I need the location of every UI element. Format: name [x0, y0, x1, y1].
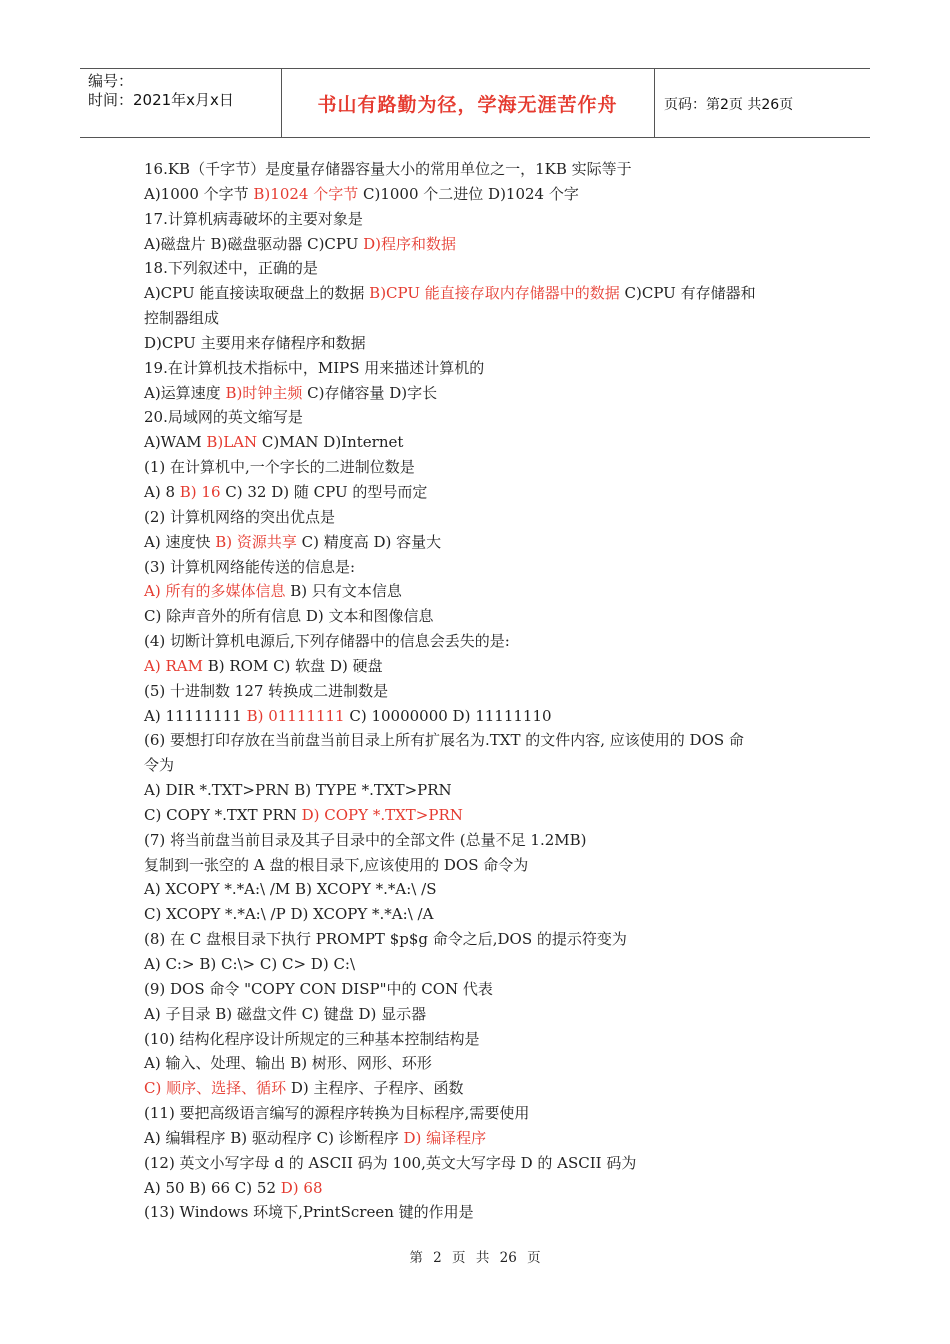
text-line [144, 1101, 816, 1126]
text-segment: A)CPU 能直接读取硬盘上的数据 [144, 284, 370, 303]
text-line [144, 455, 816, 480]
text-line [144, 1027, 816, 1052]
text-line [144, 679, 816, 704]
text-segment: 复制到一张空的 A 盘的根目录下,应该使用的 DOS 命令为 [144, 855, 529, 874]
text-line [144, 356, 816, 381]
text-line [144, 952, 816, 977]
text-line [144, 728, 816, 753]
text-segment: A) 11111111 [144, 706, 247, 725]
text-segment: C) 32 D) 随 CPU 的型号而定 [220, 482, 428, 501]
text-segment: 18.下列叙述中，正确的是 [144, 259, 318, 278]
text-line [144, 629, 816, 654]
text-line [144, 405, 816, 430]
text-segment: A) C:> B) C:\> C) C> D) C:\ [144, 955, 356, 973]
answer-highlight: A) 所有的多媒体信息 [144, 582, 286, 601]
text-segment: (1) 在计算机中,一个字长的二进制位数是 [144, 458, 415, 477]
text-segment: C) COPY *.TXT PRN [144, 805, 302, 824]
text-segment: C)CPU 有存储器和 [619, 284, 756, 303]
text-line [144, 704, 816, 729]
answer-highlight: B)CPU 能直接存取内存储器中的数据 [369, 284, 620, 303]
text-segment: A) XCOPY *.*A:\ /M B) XCOPY *.*A:\ /S [144, 880, 437, 899]
text-segment: A) 50 B) 66 C) 52 [144, 1178, 281, 1197]
text-segment: A)运算速度 [144, 383, 226, 402]
text-segment: C) 精度高 D) 容量大 [296, 532, 442, 551]
text-line [144, 1002, 816, 1027]
text-line [144, 1200, 816, 1225]
page-footer: 第 2 页 共 26 页 [409, 1250, 541, 1266]
text-line [144, 1126, 816, 1151]
text-segment: 17.计算机病毒破坏的主要对象是 [144, 209, 363, 228]
text-line [144, 555, 816, 580]
text-segment: A) DIR *.TXT>PRN B) TYPE *.TXT>PRN [144, 781, 452, 800]
text-segment: C)MAN D)Internet [257, 433, 404, 452]
answer-highlight: B)1024 个字节 [253, 184, 359, 203]
answer-highlight: B) 01111111 [246, 706, 345, 725]
text-segment: C)存储容量 D)字长 [302, 383, 438, 402]
text-line [144, 381, 816, 406]
text-segment: (3) 计算机网络能传送的信息是: [144, 557, 356, 576]
text-segment: (9) DOS 命令 "COPY CON DISP"中的 CON 代表 [144, 979, 493, 998]
text-segment: C) XCOPY *.*A:\ /P D) XCOPY *.*A:\ /A [144, 905, 434, 924]
text-segment: A) 输入、处理、输出 B) 树形、网形、环形 [144, 1054, 432, 1073]
text-segment: D)CPU 主要用来存储程序和数据 [144, 333, 366, 352]
text-line [144, 207, 816, 232]
answer-highlight: D) COPY *.TXT>PRN [301, 805, 463, 824]
text-line [144, 182, 816, 207]
answer-highlight: A) RAM [144, 656, 203, 675]
text-line [144, 281, 816, 306]
text-segment: 19.在计算机技术指标中，MIPS 用来描述计算机的 [144, 358, 485, 377]
text-segment: A)磁盘片 B)磁盘驱动器 C)CPU [144, 234, 364, 253]
text-segment: B) 只有文本信息 [285, 582, 402, 601]
text-line [144, 778, 816, 803]
text-segment: 控制器组成 [144, 309, 220, 328]
text-line [144, 753, 816, 778]
header-page-number: 页码：第2页 共26页 [664, 97, 794, 113]
answer-highlight: B) 资源共享 [215, 532, 297, 551]
text-line [144, 1176, 816, 1201]
question-list [144, 157, 816, 1225]
text-line [144, 530, 816, 555]
answer-highlight: D) 68 [280, 1178, 323, 1197]
header-motto: 书山有路勤为径，学海无涯苦作舟 [317, 94, 618, 116]
text-line [144, 430, 816, 455]
text-line [144, 828, 816, 853]
text-segment: A) 子目录 B) 磁盘文件 C) 键盘 D) 显示器 [144, 1004, 427, 1023]
text-segment: (7) 将当前盘当前目录及其子目录中的全部文件 (总量不足 1.2MB) [144, 830, 587, 849]
text-line [144, 157, 816, 182]
text-line [144, 331, 816, 356]
text-line [144, 480, 816, 505]
text-segment: A)WAM [144, 433, 207, 452]
text-line [144, 579, 816, 604]
text-segment: (10) 结构化程序设计所规定的三种基本控制结构是 [144, 1029, 480, 1048]
text-segment: (11) 要把高级语言编写的源程序转换为目标程序,需要使用 [144, 1104, 530, 1123]
text-line [144, 1151, 816, 1176]
text-line [144, 256, 816, 281]
text-segment: (8) 在 C 盘根目录下执行 PROMPT $p$g 命令之后,DOS 的提示符变为 [144, 930, 627, 949]
text-line [144, 505, 816, 530]
code-label: 编号： [88, 72, 134, 90]
text-segment: A) 编辑程序 B) 驱动程序 C) 诊断程序 [144, 1128, 404, 1147]
text-segment: A) 8 [144, 482, 180, 501]
text-line [144, 604, 816, 629]
text-line [144, 1051, 816, 1076]
answer-highlight: B)LAN [206, 433, 258, 452]
text-line [144, 803, 816, 828]
text-segment: A)1000 个字节 [144, 184, 254, 203]
text-segment: 16.KB（千字节）是度量存储器容量大小的常用单位之一，1KB 实际等于 [144, 160, 632, 178]
header-divider [654, 69, 655, 137]
text-line [144, 927, 816, 952]
text-segment: C) 10000000 D) 11111110 [344, 706, 552, 725]
text-segment: A) 速度快 [144, 532, 216, 551]
text-segment: 令为 [144, 756, 175, 775]
text-segment: B) ROM C) 软盘 D) 硬盘 [202, 656, 383, 675]
text-segment: D) 主程序、子程序、函数 [286, 1079, 464, 1098]
text-segment: (2) 计算机网络的突出优点是 [144, 507, 336, 526]
text-line [144, 902, 816, 927]
text-line [144, 977, 816, 1002]
text-segment: (12) 英文小写字母 d 的 ASCII 码为 100,英文大写字母 D 的 ASCII 码为 [144, 1153, 637, 1172]
date-label: 时间：2021年x月x日 [88, 91, 234, 109]
text-segment: (5) 十进制数 127 转换成二进制数是 [144, 681, 389, 700]
text-line [144, 853, 816, 878]
text-segment: 20.局域网的英文缩写是 [144, 408, 303, 427]
answer-highlight: B)时钟主频 [225, 383, 303, 402]
text-line [144, 654, 816, 679]
text-line [144, 877, 816, 902]
text-segment: (4) 切断计算机电源后,下列存储器中的信息会丢失的是: [144, 632, 510, 651]
page-header [80, 68, 870, 138]
answer-highlight: D) 编译程序 [403, 1128, 487, 1147]
text-segment: C)1000 个二进位 D)1024 个字 [358, 184, 579, 203]
text-line [144, 306, 816, 331]
text-segment: C) 除声音外的所有信息 D) 文本和图像信息 [144, 607, 434, 626]
text-segment: (13) Windows 环境下,PrintScreen 键的作用是 [144, 1203, 474, 1222]
header-meta [88, 72, 234, 110]
answer-highlight: B) 16 [179, 482, 221, 501]
text-line [144, 1076, 816, 1101]
text-segment: (6) 要想打印存放在当前盘当前目录上所有扩展名为.TXT 的文件内容, 应该使用的 DOS 命 [144, 731, 744, 750]
answer-highlight: D)程序和数据 [363, 234, 457, 253]
text-line [144, 232, 816, 257]
answer-highlight: C) 顺序、选择、循环 [144, 1079, 287, 1098]
